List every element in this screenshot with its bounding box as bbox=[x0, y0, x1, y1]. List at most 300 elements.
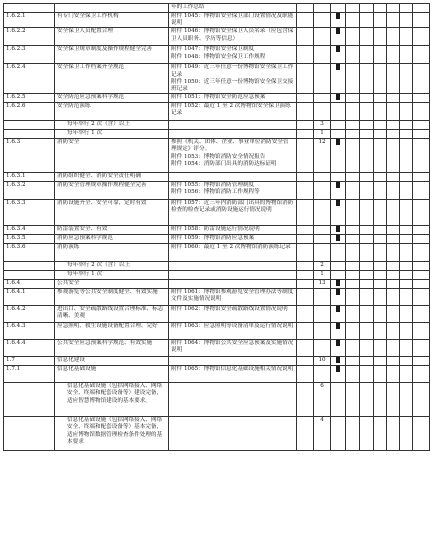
empty-cell bbox=[374, 200, 387, 226]
empty-cell bbox=[374, 173, 387, 182]
empty-cell bbox=[374, 366, 387, 383]
empty-cell bbox=[374, 139, 387, 173]
score-value: 12 bbox=[314, 139, 331, 173]
item-title: 应急照明、救生设施设备配置合理、完好 bbox=[55, 323, 169, 340]
empty-cell bbox=[400, 173, 413, 182]
filled-marker-icon bbox=[336, 64, 339, 70]
empty-cell bbox=[346, 28, 360, 46]
empty-cell bbox=[346, 139, 360, 173]
filled-marker-icon bbox=[336, 226, 339, 232]
empty-cell bbox=[360, 280, 374, 289]
empty-cell bbox=[413, 271, 430, 280]
empty-cell bbox=[346, 226, 360, 235]
empty-cell bbox=[346, 94, 360, 103]
empty-cell bbox=[413, 226, 430, 235]
item-code: 1.6.3.6 bbox=[4, 244, 55, 262]
empty-cell bbox=[413, 173, 430, 182]
marker-cell bbox=[331, 323, 346, 340]
empty-cell bbox=[297, 200, 314, 226]
marker-cell bbox=[331, 280, 346, 289]
empty-cell bbox=[360, 94, 374, 103]
marker-cell bbox=[331, 139, 346, 173]
empty-cell bbox=[360, 366, 374, 383]
empty-cell bbox=[374, 289, 387, 306]
empty-cell bbox=[360, 262, 374, 271]
empty-cell bbox=[297, 46, 314, 64]
marker-cell bbox=[331, 182, 346, 200]
header-text: 年的工作总结 bbox=[169, 4, 297, 13]
empty-cell bbox=[400, 280, 413, 289]
empty-cell bbox=[413, 306, 430, 323]
empty-cell bbox=[400, 46, 413, 64]
item-title: 每年举行 1 次 bbox=[55, 271, 169, 280]
empty-cell bbox=[360, 103, 374, 121]
empty-cell bbox=[360, 139, 374, 173]
empty-cell bbox=[297, 340, 314, 357]
marker-cell bbox=[331, 366, 346, 383]
filled-marker-icon bbox=[336, 46, 339, 52]
empty-cell bbox=[360, 200, 374, 226]
marker-cell bbox=[331, 417, 346, 451]
score-value: 6 bbox=[314, 383, 331, 417]
empty-cell bbox=[387, 323, 400, 340]
item-title: 安全保卫工作档案齐全规范 bbox=[55, 64, 169, 94]
empty-cell bbox=[400, 28, 413, 46]
score-value bbox=[314, 64, 331, 94]
empty-cell bbox=[374, 226, 387, 235]
score-value bbox=[314, 226, 331, 235]
empty-cell bbox=[387, 103, 400, 121]
marker-cell bbox=[331, 306, 346, 323]
empty-cell bbox=[360, 182, 374, 200]
item-code: 1.6.3 bbox=[4, 139, 55, 173]
empty-cell bbox=[387, 130, 400, 139]
empty-cell bbox=[387, 13, 400, 28]
score-value: 1 bbox=[314, 130, 331, 139]
marker-cell bbox=[331, 13, 346, 28]
empty-cell bbox=[413, 262, 430, 271]
empty-cell bbox=[374, 262, 387, 271]
empty-cell bbox=[400, 357, 413, 366]
empty-cell bbox=[400, 103, 413, 121]
empty-cell bbox=[387, 366, 400, 383]
empty-cell bbox=[346, 235, 360, 244]
empty-cell bbox=[360, 64, 374, 94]
empty-cell bbox=[346, 121, 360, 130]
marker-cell bbox=[331, 262, 346, 271]
empty-cell bbox=[387, 271, 400, 280]
empty-cell bbox=[360, 46, 374, 64]
filled-marker-icon bbox=[336, 289, 339, 295]
evidence-text: 附件 1058：防雷设施运行情况说明 bbox=[169, 226, 297, 235]
empty-cell bbox=[360, 13, 374, 28]
item-title: 安全防范应急预案科学规范 bbox=[55, 94, 169, 103]
empty-cell bbox=[297, 94, 314, 103]
filled-marker-icon bbox=[336, 323, 339, 329]
item-title: 安全防范演练 bbox=[55, 103, 169, 121]
item-title: 消防安全管理规章操作规程健全完善 bbox=[55, 182, 169, 200]
empty-cell bbox=[400, 200, 413, 226]
item-title: 消防组织健全、消防安全责任明确 bbox=[55, 173, 169, 182]
marker-cell bbox=[331, 200, 346, 226]
item-title: 信息化基础设施 bbox=[55, 366, 169, 383]
empty-cell bbox=[387, 262, 400, 271]
evidence-text: 附件 1051：博物馆安全防范应急预案 bbox=[169, 94, 297, 103]
empty-cell bbox=[346, 64, 360, 94]
empty-cell bbox=[360, 235, 374, 244]
empty-cell bbox=[360, 130, 374, 139]
empty-cell bbox=[387, 235, 400, 244]
item-code bbox=[4, 262, 55, 271]
empty-cell bbox=[297, 13, 314, 28]
empty-cell bbox=[413, 139, 430, 173]
item-code: 1.6.4.1 bbox=[4, 289, 55, 306]
empty-cell bbox=[387, 182, 400, 200]
item-code: 1.6.3.2 bbox=[4, 182, 55, 200]
empty-cell bbox=[400, 130, 413, 139]
empty-cell bbox=[360, 340, 374, 357]
empty-cell bbox=[374, 94, 387, 103]
empty-cell bbox=[297, 139, 314, 173]
filled-marker-icon bbox=[336, 306, 339, 312]
filled-marker-icon bbox=[336, 366, 339, 372]
evidence-text: 附件 1063：应急照明等设备清单及运行情况说明 bbox=[169, 323, 297, 340]
empty-cell bbox=[413, 64, 430, 94]
marker-cell bbox=[331, 121, 346, 130]
empty-cell bbox=[346, 280, 360, 289]
empty-cell bbox=[297, 280, 314, 289]
empty-cell bbox=[297, 103, 314, 121]
score-value: 10 bbox=[314, 357, 331, 366]
evidence-text: 附件 1060：最近 1 至 2 次博物馆消防演练记录 bbox=[169, 244, 297, 262]
item-code: 1.6.2.5 bbox=[4, 94, 55, 103]
item-title: 消防演练 bbox=[55, 244, 169, 262]
empty-cell bbox=[360, 357, 374, 366]
empty-cell bbox=[346, 306, 360, 323]
evidence-text: 附件 1064：博物馆公共安全应急预案及实施情况说明 bbox=[169, 340, 297, 357]
marker-cell bbox=[331, 64, 346, 94]
evidence-text: 附件 1045：博物馆安全保卫部门设置情况及职能说明 bbox=[169, 13, 297, 28]
empty-cell bbox=[374, 103, 387, 121]
empty-cell bbox=[346, 130, 360, 139]
empty-cell bbox=[400, 244, 413, 262]
evidence-text: 附件 1065：博物馆信息化基础设施相关情况说明 bbox=[169, 366, 297, 383]
empty-cell bbox=[346, 366, 360, 383]
empty-cell bbox=[297, 417, 314, 451]
empty-cell bbox=[400, 64, 413, 94]
empty-cell bbox=[413, 366, 430, 383]
empty-cell bbox=[374, 28, 387, 46]
item-title: 安全保卫人员配置合理 bbox=[55, 28, 169, 46]
item-title: 信息化基础设施（包括网络接入、网络安全、终端和配套设备等）建设完备，适应智慧博物馆建设的基本要求。 bbox=[55, 383, 169, 417]
empty-cell bbox=[413, 323, 430, 340]
filled-marker-icon bbox=[336, 139, 339, 145]
empty-cell bbox=[297, 306, 314, 323]
empty-cell bbox=[374, 271, 387, 280]
empty-cell bbox=[374, 417, 387, 451]
empty-cell bbox=[400, 121, 413, 130]
empty-cell bbox=[413, 289, 430, 306]
empty-cell bbox=[346, 417, 360, 451]
item-title: 安全保卫规章制度及操作规程健全完善 bbox=[55, 46, 169, 64]
empty-cell bbox=[387, 173, 400, 182]
empty-cell bbox=[387, 64, 400, 94]
score-value bbox=[314, 323, 331, 340]
empty-cell bbox=[346, 323, 360, 340]
empty-cell bbox=[297, 226, 314, 235]
table-row bbox=[4, 46, 430, 64]
table-row bbox=[4, 306, 430, 323]
empty-cell bbox=[413, 182, 430, 200]
empty-cell bbox=[360, 289, 374, 306]
empty-cell bbox=[360, 383, 374, 417]
item-title: 信息化基础设施（包括网络接入、网络安全、终端和配套设备等）基本完备，适应博物馆数据管理检查条件处理的基本要求 bbox=[55, 417, 169, 451]
empty-cell bbox=[400, 366, 413, 383]
evidence-text bbox=[169, 417, 297, 451]
item-code: 1.7.1 bbox=[4, 366, 55, 383]
empty-cell bbox=[346, 357, 360, 366]
table-row bbox=[4, 103, 430, 121]
table-row bbox=[4, 64, 430, 94]
table-row bbox=[4, 226, 430, 235]
marker-cell bbox=[331, 289, 346, 306]
table-row bbox=[4, 383, 430, 417]
marker-cell bbox=[331, 383, 346, 417]
marker-cell bbox=[331, 235, 346, 244]
empty-cell bbox=[297, 366, 314, 383]
empty-cell bbox=[360, 28, 374, 46]
marker-cell bbox=[331, 46, 346, 64]
score-value bbox=[314, 200, 331, 226]
empty-cell bbox=[346, 383, 360, 417]
empty-cell bbox=[297, 28, 314, 46]
table-row bbox=[4, 280, 430, 289]
empty-cell bbox=[374, 46, 387, 64]
empty-cell bbox=[297, 271, 314, 280]
empty-cell bbox=[400, 262, 413, 271]
empty-cell bbox=[297, 262, 314, 271]
empty-cell bbox=[400, 182, 413, 200]
empty-cell bbox=[387, 340, 400, 357]
empty-cell bbox=[413, 340, 430, 357]
empty-cell bbox=[387, 121, 400, 130]
filled-marker-icon bbox=[336, 182, 339, 188]
table-row bbox=[4, 262, 430, 271]
empty-cell bbox=[346, 244, 360, 262]
item-title: 参观游览等公共安全制度健全、有效实施 bbox=[55, 289, 169, 306]
empty-cell bbox=[374, 64, 387, 94]
item-title: 进出口、安全疏散路线设置合理标准、标志清晰、美观 bbox=[55, 306, 169, 323]
item-code: 1.6.4 bbox=[4, 280, 55, 289]
evidence-text: 附件 1046：博物馆安全保卫人员名录（应包含保卫人员职务、学历等信息） bbox=[169, 28, 297, 46]
evaluation-table bbox=[3, 3, 430, 451]
score-value bbox=[314, 94, 331, 103]
marker-cell bbox=[331, 94, 346, 103]
marker-cell bbox=[331, 103, 346, 121]
empty-cell bbox=[400, 289, 413, 306]
empty-cell bbox=[400, 306, 413, 323]
item-code: 1.6.4.4 bbox=[4, 340, 55, 357]
empty-cell bbox=[387, 289, 400, 306]
table-row bbox=[4, 94, 430, 103]
item-title: 每年举行 2 次（含）以上 bbox=[55, 262, 169, 271]
item-title: 公共安全 bbox=[55, 280, 169, 289]
empty-cell bbox=[297, 182, 314, 200]
empty-cell bbox=[374, 244, 387, 262]
empty-cell bbox=[400, 417, 413, 451]
empty-cell bbox=[387, 244, 400, 262]
item-code bbox=[4, 130, 55, 139]
empty-cell bbox=[346, 13, 360, 28]
empty-cell bbox=[387, 417, 400, 451]
empty-cell bbox=[387, 280, 400, 289]
empty-cell bbox=[413, 244, 430, 262]
item-code bbox=[4, 417, 55, 451]
score-value bbox=[314, 13, 331, 28]
score-value: 3 bbox=[314, 121, 331, 130]
evidence-text: 附件 1062：博物馆安全疏散路线设置情况说明 bbox=[169, 306, 297, 323]
empty-cell bbox=[360, 173, 374, 182]
empty-cell bbox=[400, 13, 413, 28]
empty-cell bbox=[360, 417, 374, 451]
score-value bbox=[314, 46, 331, 64]
table-row bbox=[4, 28, 430, 46]
empty-cell bbox=[346, 173, 360, 182]
item-title: 公共安全应急预案科学规范、有效实施 bbox=[55, 340, 169, 357]
item-code bbox=[4, 271, 55, 280]
empty-cell bbox=[413, 235, 430, 244]
empty-cell bbox=[346, 200, 360, 226]
filled-marker-icon bbox=[336, 340, 339, 346]
empty-cell bbox=[374, 121, 387, 130]
empty-cell bbox=[400, 383, 413, 417]
filled-marker-icon bbox=[336, 13, 339, 19]
empty-cell bbox=[413, 383, 430, 417]
score-value bbox=[314, 306, 331, 323]
item-title: 有专门安全保卫工作机构 bbox=[55, 13, 169, 28]
empty-cell bbox=[374, 323, 387, 340]
evidence-text bbox=[169, 271, 297, 280]
score-value: 13 bbox=[314, 280, 331, 289]
empty-cell bbox=[374, 182, 387, 200]
empty-cell bbox=[387, 28, 400, 46]
evidence-text: 附件 1047：博物馆安全保卫制度 附件 1048：博物馆安全保卫工作规程 bbox=[169, 46, 297, 64]
empty-cell bbox=[374, 130, 387, 139]
score-value bbox=[314, 182, 331, 200]
table-row bbox=[4, 366, 430, 383]
item-code: 1.6.4.2 bbox=[4, 306, 55, 323]
score-value: 1 bbox=[314, 271, 331, 280]
empty-cell bbox=[346, 289, 360, 306]
empty-cell bbox=[413, 280, 430, 289]
table-row bbox=[4, 340, 430, 357]
empty-cell bbox=[297, 173, 314, 182]
table-row bbox=[4, 173, 430, 182]
table-row bbox=[4, 271, 430, 280]
empty-cell bbox=[387, 139, 400, 173]
table-row bbox=[4, 121, 430, 130]
score-value bbox=[314, 244, 331, 262]
empty-cell bbox=[374, 13, 387, 28]
empty-cell bbox=[413, 130, 430, 139]
filled-marker-icon bbox=[336, 200, 339, 206]
empty-cell bbox=[413, 28, 430, 46]
empty-cell bbox=[346, 271, 360, 280]
evidence-text bbox=[169, 357, 297, 366]
empty-cell bbox=[413, 121, 430, 130]
item-code: 1.6.2.6 bbox=[4, 103, 55, 121]
filled-marker-icon bbox=[336, 94, 339, 100]
empty-cell bbox=[374, 340, 387, 357]
table-row bbox=[4, 357, 430, 366]
empty-cell bbox=[413, 417, 430, 451]
empty-cell bbox=[400, 271, 413, 280]
empty-cell bbox=[297, 244, 314, 262]
empty-cell bbox=[374, 235, 387, 244]
item-code: 1.6.2.3 bbox=[4, 46, 55, 64]
table-row bbox=[4, 130, 430, 139]
empty-cell bbox=[374, 280, 387, 289]
empty-cell bbox=[360, 271, 374, 280]
empty-cell bbox=[297, 323, 314, 340]
empty-cell bbox=[297, 121, 314, 130]
filled-marker-icon bbox=[336, 28, 339, 34]
empty-cell bbox=[360, 226, 374, 235]
score-value: 2 bbox=[314, 262, 331, 271]
empty-cell bbox=[346, 262, 360, 271]
evidence-text: 附件 1049：近三年任意一份博物馆安全保卫工作记录 附件 1050：近三年任意一份博物馆安全保卫交接班记录 bbox=[169, 64, 297, 94]
empty-cell bbox=[297, 130, 314, 139]
score-value bbox=[314, 28, 331, 46]
empty-cell bbox=[400, 226, 413, 235]
empty-cell bbox=[360, 306, 374, 323]
table-row bbox=[4, 200, 430, 226]
score-value bbox=[314, 173, 331, 182]
empty-cell bbox=[413, 13, 430, 28]
marker-cell bbox=[331, 271, 346, 280]
evidence-text bbox=[169, 173, 297, 182]
marker-cell bbox=[331, 173, 346, 182]
empty-cell bbox=[346, 46, 360, 64]
marker-cell bbox=[331, 244, 346, 262]
empty-cell bbox=[387, 226, 400, 235]
evidence-text: 附件 1061：博物馆参观游览安全管理办法等制度文件及实施情况说明 bbox=[169, 289, 297, 306]
evidence-text: 附件 1052：最近 1 至 2 次博物馆安全保卫演练记录 bbox=[169, 103, 297, 121]
item-code: 1.6.3.5 bbox=[4, 235, 55, 244]
item-code: 1.6.3.4 bbox=[4, 226, 55, 235]
table-row bbox=[4, 417, 430, 451]
empty-cell bbox=[400, 94, 413, 103]
item-title: 信息化建设 bbox=[55, 357, 169, 366]
empty-cell bbox=[297, 383, 314, 417]
table-row bbox=[4, 139, 430, 173]
item-code: 1.6.3.1 bbox=[4, 173, 55, 182]
marker-cell bbox=[331, 340, 346, 357]
marker-cell bbox=[331, 28, 346, 46]
evidence-text: 附件 1057：近三年内消防部门出具的博物馆消防检查的检查记录或消防设施运行情况说明 bbox=[169, 200, 297, 226]
item-code: 1.6.2.4 bbox=[4, 64, 55, 94]
empty-cell bbox=[400, 340, 413, 357]
table-row bbox=[4, 235, 430, 244]
item-code bbox=[4, 383, 55, 417]
empty-cell bbox=[387, 200, 400, 226]
score-value: 4 bbox=[314, 417, 331, 451]
item-code: 1.6.4.3 bbox=[4, 323, 55, 340]
empty-cell bbox=[374, 383, 387, 417]
empty-cell bbox=[413, 94, 430, 103]
empty-cell bbox=[387, 94, 400, 103]
empty-cell bbox=[400, 139, 413, 173]
